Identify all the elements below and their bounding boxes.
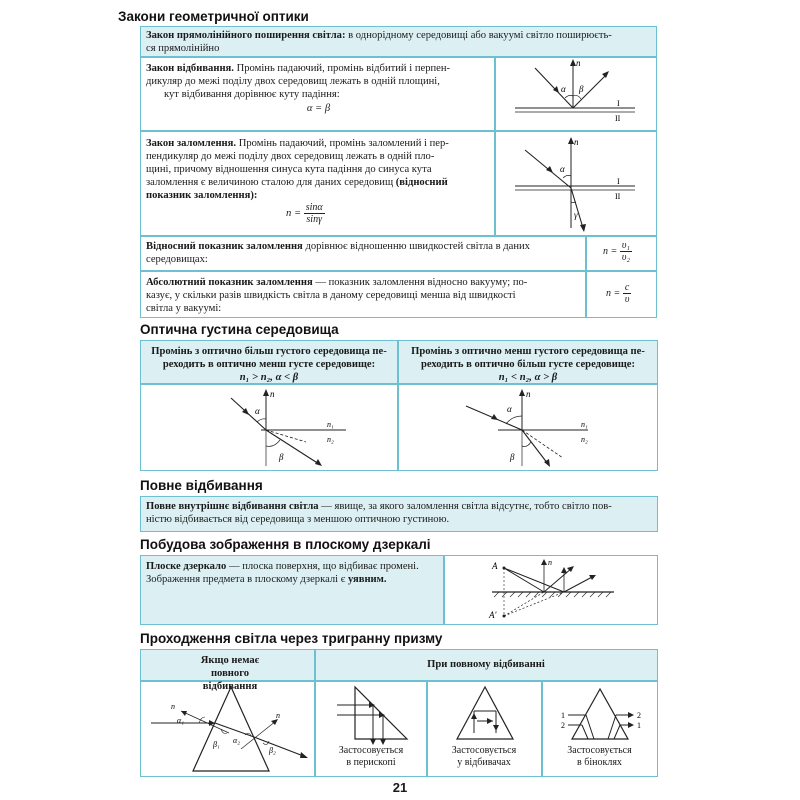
- col-no-total-reflection: Якщо немає повного відбивання: [200, 655, 260, 692]
- svg-text:β: β: [510, 452, 515, 462]
- section-title-total-reflection: Повне відбивання: [140, 478, 263, 493]
- svg-text:1: 1: [637, 721, 641, 730]
- binocular-prism-diagram: [542, 681, 657, 746]
- normal-label: n⃗: [576, 58, 588, 68]
- denser-to-less-dense: Промінь з оптично більш густого середовища пе- реходить в оптично менш густе середовище: n₁ > n₂, α < β: [151, 346, 387, 383]
- refraction-diagram: [495, 130, 657, 235]
- col-total-reflection: При повному відбиванні: [427, 659, 545, 670]
- less-dense-to-denser: Промінь з оптично менш густого середовища пе- реходить в оптично більш густе середовище: n₁ < n₂, α > β: [411, 346, 645, 383]
- total-reflection-definition: Повне внутрішнє відбивання світла — явище, за якого заломлення світла відсутнє, тобто світло пов- ністю відбивається від середовища з меншою оптичною густиною.: [146, 501, 612, 525]
- svg-text:α₂: α₂: [233, 736, 240, 745]
- svg-text:1: 1: [561, 711, 565, 720]
- relative-index: Відносний показник заломлення дорівнює відношенню швидкостей світла в даних середовищах:: [146, 241, 530, 265]
- section-title-prism: Проходження світла через тригранну призму: [140, 631, 443, 646]
- svg-text:n⃗: n⃗: [548, 558, 559, 567]
- svg-text:I: I: [617, 177, 620, 186]
- prism-refraction-diagram: [141, 681, 314, 776]
- svg-text:A: A: [492, 561, 498, 571]
- relative-index-formula: n = $\frac{\text{υ₁}}{\text{υ₂}}$: [603, 240, 630, 263]
- reflector-prism-diagram: [427, 681, 541, 746]
- svg-text:n⃗: n⃗: [574, 137, 586, 147]
- svg-text:I: I: [617, 99, 620, 108]
- svg-text:γ: γ: [574, 210, 578, 220]
- svg-text:n₂: n₂: [327, 435, 334, 444]
- less-dense-to-denser-diagram: [398, 384, 656, 470]
- svg-text:2: 2: [637, 711, 641, 720]
- svg-text:α: α: [561, 84, 566, 94]
- svg-text:n₂: n₂: [581, 435, 588, 444]
- svg-text:n⃗: n⃗: [171, 702, 182, 711]
- svg-text:A': A': [489, 610, 497, 620]
- page-number: 21: [392, 780, 408, 795]
- refraction-law: Закон заломлення. Промінь падаючий, промінь заломлений і пер- пендикуляр до межі поділу двох середовищ лежать в одній пло- щині, причому відношення синуса кута падіння до синуса кута заломлення є величиною сталою для даних середовищ (відносний показник заломлення):: [146, 138, 449, 201]
- reflection-formula: α = β: [306, 103, 331, 114]
- denser-to-less-dense-diagram: [141, 384, 397, 470]
- svg-text:α: α: [255, 406, 260, 416]
- svg-text:n₁: n₁: [327, 420, 334, 429]
- svg-text:n⃗: n⃗: [270, 389, 282, 399]
- use-reflectors: Застосовується у відбивачах: [451, 745, 517, 768]
- svg-text:n⃗: n⃗: [276, 711, 287, 720]
- svg-text:n⃗: n⃗: [526, 389, 538, 399]
- svg-text:β: β: [279, 452, 284, 462]
- svg-text:β₂: β₂: [269, 746, 276, 755]
- rectilinear-law: Закон прямолінійного поширення світла: в однорідному середовищі або вакуумі світло поширюєть- ся прямолінійно: [146, 30, 612, 54]
- section-title-optical-density: Оптична густина середовища: [140, 322, 339, 337]
- periscope-prism-diagram: [315, 681, 426, 746]
- svg-text:α: α: [507, 404, 512, 414]
- svg-text:2: 2: [561, 721, 565, 730]
- use-periscope: Застосовується в перископі: [338, 745, 404, 768]
- svg-text:β: β: [579, 84, 584, 94]
- use-binoculars: Застосовується в біноклях: [567, 745, 632, 768]
- absolute-index: Абсолютний показник заломлення — показник заломлення відносно вакууму; по- казує, у скільки разів швидкість світла в даному середовищі менша від швидкості світла у вакуумі:: [146, 277, 528, 314]
- svg-text:II: II: [615, 192, 621, 201]
- svg-text:β₁: β₁: [213, 740, 220, 749]
- svg-text:α₁: α₁: [177, 716, 184, 725]
- svg-text:n₁: n₁: [581, 420, 588, 429]
- reflection-law: Закон відбивання. Промінь падаючий, промінь відбитий і перпен- дикуляр до межі поділу двох середовищ лежать в одній площині, кут відбивання дорівнює куту падіння: α = β: [146, 62, 491, 115]
- section-title-plane-mirror: Побудова зображення в плоскому дзеркалі: [140, 537, 431, 552]
- refraction-formula: n = $\frac{\sin\alpha}{\sin\gamma}$: [286, 202, 323, 225]
- reflection-diagram: [495, 56, 657, 130]
- svg-text:α: α: [560, 164, 565, 174]
- svg-text:II: II: [615, 114, 621, 123]
- plane-mirror-diagram: [444, 556, 657, 624]
- plane-mirror-definition: Плоске дзеркало — плоска поверхня, що відбиває промені. Зображення предмета в плоскому дзеркалі є уявним.: [146, 561, 419, 585]
- section-title-geometric-optics: Закони геометричної оптики: [118, 9, 309, 24]
- absolute-index-formula: n = $\frac{c}{\upsilon}$: [606, 282, 630, 305]
